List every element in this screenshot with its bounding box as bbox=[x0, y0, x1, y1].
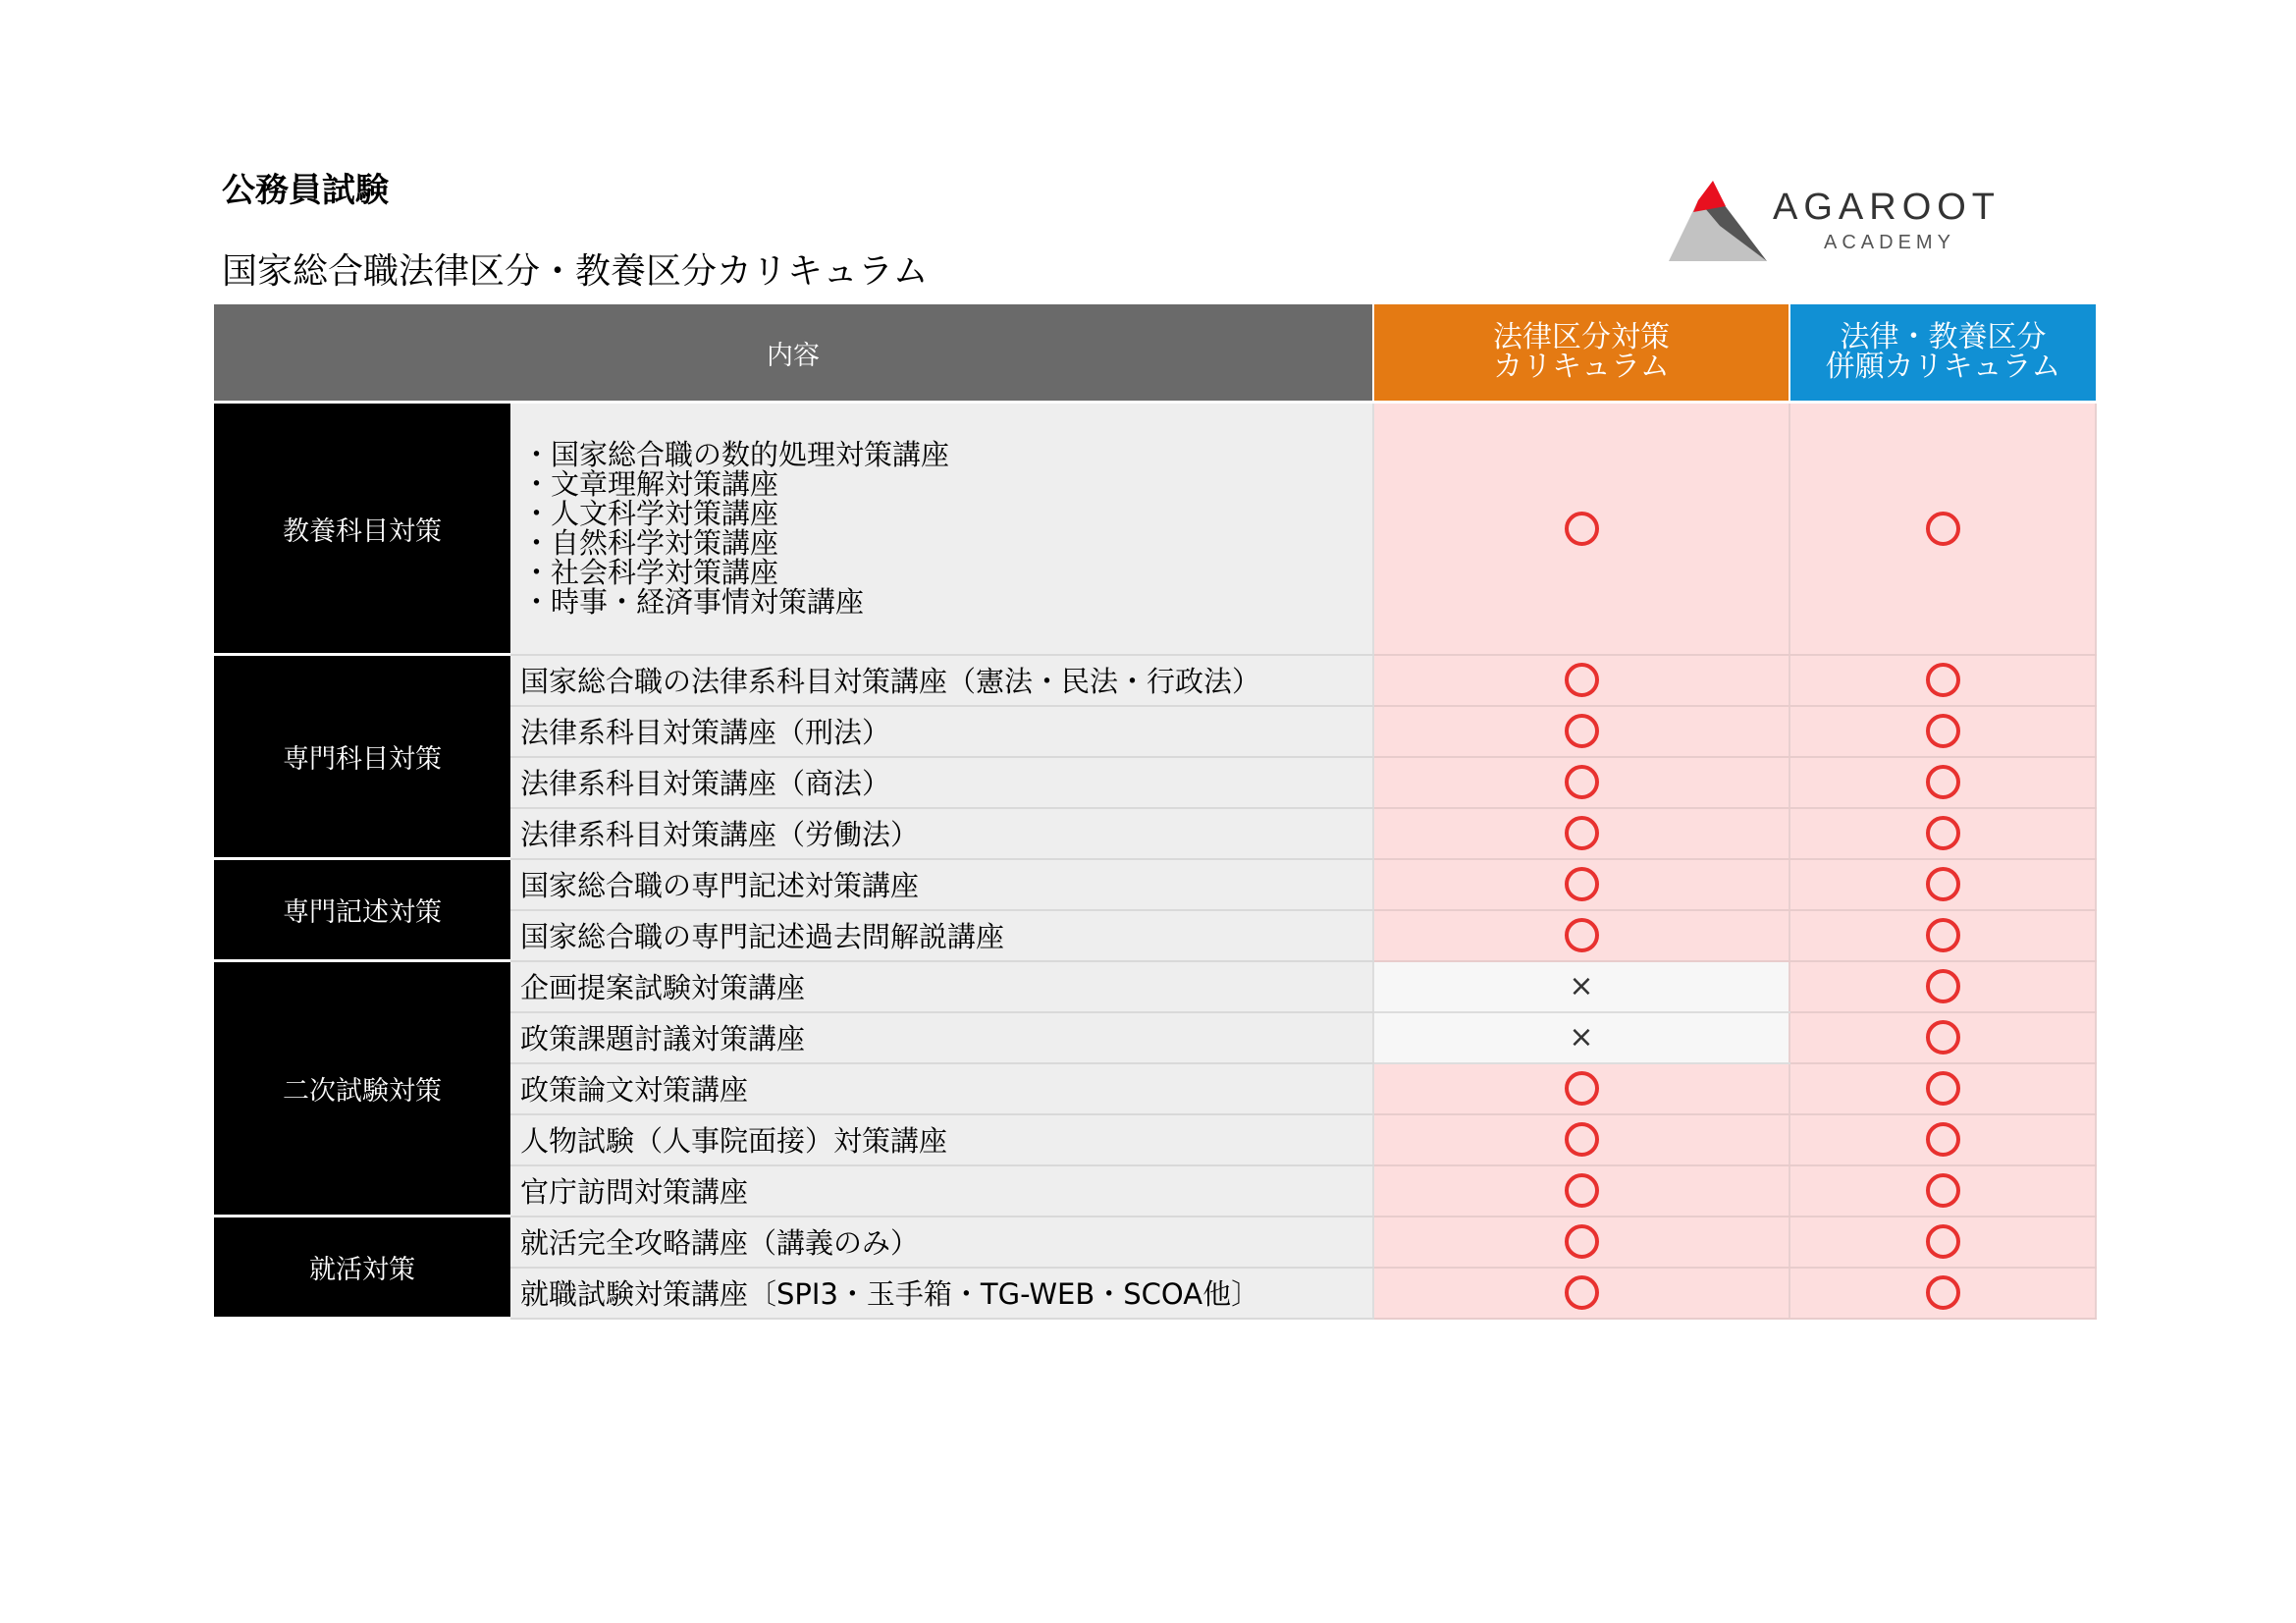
item-cell: 就活完全攻略講座（講義のみ） bbox=[510, 1217, 1373, 1268]
logo-brand-text: AGAROOT bbox=[1773, 187, 2002, 228]
law-mark-cell bbox=[1373, 1012, 1789, 1063]
category-cell: 専門科目対策 bbox=[214, 655, 510, 859]
circle-mark-icon bbox=[1565, 1224, 1599, 1259]
table-row bbox=[214, 404, 2096, 655]
header-law-line1: 法律区分対策 bbox=[1493, 320, 1670, 354]
law-mark-cell bbox=[1373, 655, 1789, 706]
item-cell: 国家総合職の専門記述対策講座 bbox=[510, 859, 1373, 910]
both-mark-cell bbox=[1789, 1165, 2096, 1217]
category-cell: 就活対策 bbox=[214, 1217, 510, 1319]
item-cell: 人物試験（人事院面接）対策講座 bbox=[510, 1114, 1373, 1165]
law-mark-cell bbox=[1373, 706, 1789, 757]
circle-mark-icon bbox=[1926, 918, 1960, 952]
page-subtitle: 国家総合職法律区分・教養区分カリキュラム bbox=[222, 251, 929, 292]
circle-mark-icon bbox=[1926, 765, 1960, 799]
both-mark-cell bbox=[1789, 910, 2096, 961]
law-mark-cell bbox=[1373, 1217, 1789, 1268]
circle-mark-icon bbox=[1565, 663, 1599, 697]
table-row bbox=[214, 655, 2096, 706]
item-cell: 政策課題討議対策講座 bbox=[510, 1012, 1373, 1063]
circle-mark-icon bbox=[1926, 663, 1960, 697]
law-mark-cell bbox=[1373, 1114, 1789, 1165]
both-mark-cell bbox=[1789, 961, 2096, 1012]
header-both-line2: 併願カリキュラム bbox=[1825, 350, 2061, 384]
circle-mark-icon bbox=[1565, 512, 1599, 546]
circle-mark-icon bbox=[1926, 714, 1960, 748]
both-mark-cell bbox=[1789, 404, 2096, 655]
both-mark-cell bbox=[1789, 1012, 2096, 1063]
circle-mark-icon bbox=[1926, 867, 1960, 901]
law-mark-cell bbox=[1373, 961, 1789, 1012]
list-item: ・自然科学対策講座 bbox=[522, 526, 779, 561]
circle-mark-icon bbox=[1565, 765, 1599, 799]
law-mark-cell bbox=[1373, 1268, 1789, 1319]
list-item: ・時事・経済事情対策講座 bbox=[522, 585, 865, 620]
item-cell: 官庁訪問対策講座 bbox=[510, 1165, 1373, 1217]
item-cell: 法律系科目対策講座（商法） bbox=[510, 757, 1373, 808]
category-cell: 二次試験対策 bbox=[214, 961, 510, 1217]
both-mark-cell bbox=[1789, 706, 2096, 757]
item-cell: 法律系科目対策講座（刑法） bbox=[510, 706, 1373, 757]
cross-mark-icon: × bbox=[1569, 968, 1594, 1003]
agaroot-logo bbox=[1669, 177, 2022, 275]
list-item: ・国家総合職の数的処理対策講座 bbox=[522, 438, 950, 472]
circle-mark-icon bbox=[1565, 1275, 1599, 1310]
list-item: ・人文科学対策講座 bbox=[522, 497, 779, 531]
circle-mark-icon bbox=[1565, 714, 1599, 748]
law-mark-cell bbox=[1373, 910, 1789, 961]
logo-triangle-icon bbox=[1669, 177, 1767, 265]
circle-mark-icon bbox=[1926, 1173, 1960, 1208]
circle-mark-icon bbox=[1565, 1122, 1599, 1157]
header-content: 内容 bbox=[214, 304, 1373, 401]
table-header-row bbox=[214, 304, 2096, 401]
law-mark-cell bbox=[1373, 757, 1789, 808]
list-item: ・文章理解対策講座 bbox=[522, 467, 779, 502]
item-cell: 政策論文対策講座 bbox=[510, 1063, 1373, 1114]
circle-mark-icon bbox=[1565, 1173, 1599, 1208]
item-cell: 法律系科目対策講座（労働法） bbox=[510, 808, 1373, 859]
circle-mark-icon bbox=[1926, 1071, 1960, 1106]
law-mark-cell bbox=[1373, 1165, 1789, 1217]
header-both-line1: 法律・教養区分 bbox=[1840, 320, 2047, 354]
both-mark-cell bbox=[1789, 1217, 2096, 1268]
both-mark-cell bbox=[1789, 808, 2096, 859]
circle-mark-icon bbox=[1926, 1122, 1960, 1157]
list-item: ・社会科学対策講座 bbox=[522, 556, 779, 590]
category-cell: 教養科目対策 bbox=[214, 404, 510, 655]
header-law-line2: カリキュラム bbox=[1493, 350, 1670, 384]
circle-mark-icon bbox=[1565, 1071, 1599, 1106]
table-row bbox=[214, 1217, 2096, 1268]
circle-mark-icon bbox=[1926, 969, 1960, 1003]
item-cell: 企画提案試験対策講座 bbox=[510, 961, 1373, 1012]
circle-mark-icon bbox=[1565, 867, 1599, 901]
logo-sub-text: ACADEMY bbox=[1824, 232, 1955, 253]
item-list-cell bbox=[510, 404, 1373, 655]
law-mark-cell bbox=[1373, 1063, 1789, 1114]
category-cell: 専門記述対策 bbox=[214, 859, 510, 961]
both-mark-cell bbox=[1789, 655, 2096, 706]
both-mark-cell bbox=[1789, 1268, 2096, 1319]
table-row bbox=[214, 961, 2096, 1012]
curriculum-table bbox=[214, 304, 2097, 1320]
both-mark-cell bbox=[1789, 1063, 2096, 1114]
cross-mark-icon: × bbox=[1569, 1019, 1594, 1055]
circle-mark-icon bbox=[1926, 512, 1960, 546]
header-law-curriculum bbox=[1373, 304, 1789, 401]
table-row bbox=[214, 859, 2096, 910]
item-cell: 国家総合職の法律系科目対策講座（憲法・民法・行政法） bbox=[510, 655, 1373, 706]
law-mark-cell bbox=[1373, 859, 1789, 910]
both-mark-cell bbox=[1789, 1114, 2096, 1165]
header-both-curriculum bbox=[1789, 304, 2096, 401]
circle-mark-icon bbox=[1926, 1224, 1960, 1259]
circle-mark-icon bbox=[1565, 918, 1599, 952]
circle-mark-icon bbox=[1565, 816, 1599, 850]
law-mark-cell bbox=[1373, 808, 1789, 859]
both-mark-cell bbox=[1789, 757, 2096, 808]
page-title: 公務員試験 bbox=[222, 171, 389, 210]
circle-mark-icon bbox=[1926, 1020, 1960, 1055]
item-cell: 就職試験対策講座〔SPI3・玉手箱・TG-WEB・SCOA他〕 bbox=[510, 1268, 1373, 1319]
circle-mark-icon bbox=[1926, 816, 1960, 850]
law-mark-cell bbox=[1373, 404, 1789, 655]
item-cell: 国家総合職の専門記述過去問解説講座 bbox=[510, 910, 1373, 961]
both-mark-cell bbox=[1789, 859, 2096, 910]
circle-mark-icon bbox=[1926, 1275, 1960, 1310]
